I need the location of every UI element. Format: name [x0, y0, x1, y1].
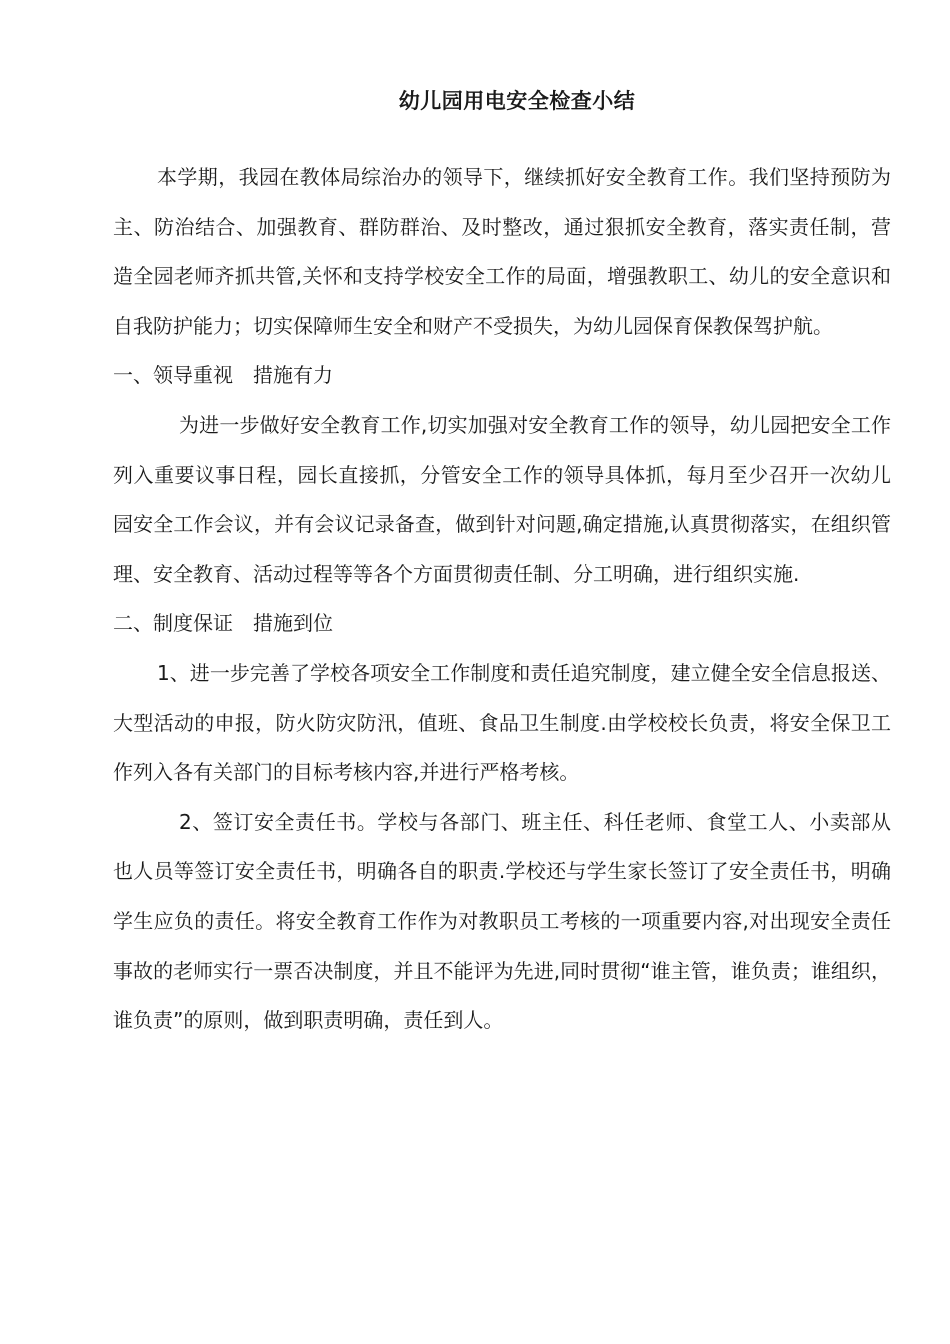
document-body: [113, 153, 891, 1046]
paragraph-item-2: 2、签订安全责任书。学校与各部门、班主任、科任老师、食堂工人、小卖部从也人员等签订安全责任书，明确各自的职责.学校还与学生家长签订了安全责任书，明确学生应负的责任。将安全教育工作作为对教职员工考核的一项重要内容,对出现安全责任事故的老师实行一票否决制度，并且不能评为先进,同时贯彻“谁主管，谁负责；谁组织，谁负责”的原则，做到职责明确，责任到人。: [113, 809, 891, 1033]
section-heading-1: 一、领导重视 措施有力: [113, 363, 333, 388]
paragraph-section-1: 为进一步做好安全教育工作,切实加强对安全教育工作的领导，幼儿园把安全工作列入重要议事日程，园长直接抓，分管安全工作的领导具体抓，每月至少召开一次幼儿园安全工作会议，并有会议记录备查，做到针对问题,确定措施,认真贯彻落实，在组织管理、安全教育、活动过程等等各个方面贯彻责任制、分工明确，进行组织实施.: [113, 412, 891, 586]
section-heading-2: 二、制度保证 措施到位: [113, 611, 333, 636]
paragraph-item-1: 1、进一步完善了学校各项安全工作制度和责任追究制度，建立健全安全信息报送、大型活动的申报，防火防灾防汛，值班、食品卫生制度.由学校校长负责，将安全保卫工作列入各有关部门的目标考核内容,并进行严格考核。: [113, 660, 891, 785]
paragraph-intro: 本学期，我园在教体局综治办的领导下，继续抓好安全教育工作。我们坚持预防为主、防治结合、加强教育、群防群治、及时整改，通过狠抓安全教育，落实责任制，营造全园老师齐抓共管,关怀和支持学校安全工作的局面，增强教职工、幼儿的安全意识和自我防护能力；切实保障师生安全和财产不受损失，为幼儿园保育保教保驾护航。: [113, 165, 891, 338]
document-title: 幼儿园用电安全检查小结: [398, 89, 636, 113]
